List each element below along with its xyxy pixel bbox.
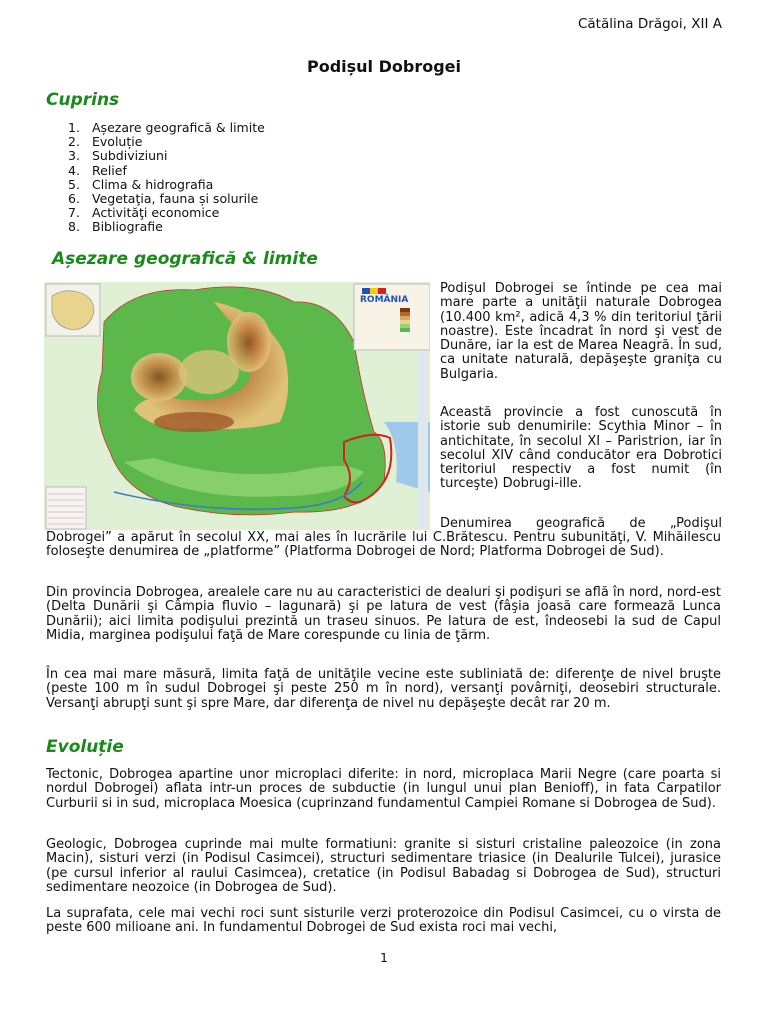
paragraph-tectonic: Tectonic, Dobrogea apartine unor microplaci diferite: in nord, microplaca Marii Negre (care poarta si nordul Dobrogei) aflata intr-un proces de subductie (in lungul unui plan Benioff), in fata Carpatilor Curburii si in sud, microplaca Moesica (cuprinzand fundamentul Campiei Romane si Dobrogea de Sud). [46, 767, 721, 811]
toc-item-label: Vegetaţia, fauna și solurile [92, 191, 259, 207]
section-heading-evolutie: Evoluție [46, 737, 124, 757]
toc-item [68, 192, 265, 206]
document-title: Podișul Dobrogei [306, 57, 462, 76]
toc-item-label: Așezare geografică & limite [92, 120, 265, 135]
toc-item-label: Subdiviziuni [92, 148, 168, 164]
toc-item [68, 121, 265, 135]
paragraph-geologic: Geologic, Dobrogea cuprinde mai multe formatiuni: granite si sisturi cristaline paleozoice (in zona Macin), sisturi verzi (in Podisul Casimcei), structuri sedimentare triasice (in Dealurile Tulcei), jurasice (pe cursul inferior al raului Casimcea), cretatice (in Podisul Babadag si Dobrogea de Sud), structuri sedimentare neozoice (in Dobrogea de Sud). [46, 837, 721, 895]
toc-item-label: Evoluție [92, 134, 143, 150]
paragraph-history: Această provincie a fost cunoscută în istorie sub denumirile: Scythia Minor – în antichitate, în secolul XI – Paristrion, iar în secolul XIV când conducător era Dobrotici teritoriul respectiv a fost numit (în turceşte) Dobrugi-ille. [440, 405, 722, 492]
paragraph-intro: Podişul Dobrogei se întinde pe cea mai mare parte a unităţii naturale Dobrogea (10.400 km², adică 4,3 % din teritoriul ţării noastre). Este încadrat în nord şi vest de Dunăre, iar la est de Marea Neagră. În sud, ca unitate naturală, depăşeşte graniţa cu Bulgaria. [440, 281, 722, 382]
toc-item-label: Activităţi economice [92, 205, 220, 221]
toc-item [68, 164, 265, 178]
romania-relief-map [44, 282, 430, 530]
map-graphic [44, 282, 430, 530]
toc-item-number: 7. [68, 205, 80, 221]
toc-item-number: 3. [68, 148, 80, 164]
paragraph-name-rest: Dobrogei” a apărut în secolul XX, mai ales în lucrările lui C.Brătescu. Pentru subunităţi, V. Mihăilescu foloseşte denumirea de „platforme” (Platforma Dobrogei de Nord; Platforma Dobrogei de Sud). [46, 530, 721, 560]
toc-item [68, 178, 265, 192]
toc-item [68, 135, 265, 149]
toc-item-label: Clima & hidrografia [92, 176, 214, 192]
toc-item [68, 149, 265, 163]
toc-item-number: 5. [68, 176, 80, 192]
toc-heading: Cuprins [46, 90, 120, 110]
paragraph-name-start: Denumirea geografică de „Podişul [440, 516, 722, 531]
toc-item-number: 6. [68, 191, 80, 207]
table-of-contents [68, 121, 265, 235]
toc-item-number: 1. [68, 120, 80, 135]
paragraph-levels: În cea mai mare măsură, limita faţă de unităţile vecine este subliniată de: diferenţe de nivel bruşte (peste 100 m în sudul Dobrogei şi peste 250 m în nord), versanţi povârniţi, deosebiri structurale. Versanţi abrupţi sunt şi spre Mare, dar diferenţa de nivel nu depăşeşte decât rar 20 m. [46, 667, 721, 711]
paragraph-limits: Din provincia Dobrogea, arealele care nu au caracteristici de dealuri şi podişuri se află în nord, nord-est (Delta Dunării şi Câmpia fluvio – lagunară) şi pe latura de vest (fâşia joasă care formează Lunca Dunării); aici limita podişului prezintă un traseu sinuos. Pe latura de est, îndeosebi la sud de Capul Midia, marginea podişului faţă de Mare corespunde cu linia de ţărm. [46, 585, 721, 643]
toc-item-number: 8. [68, 219, 80, 235]
toc-item [68, 220, 265, 234]
toc-item-label: Relief [92, 162, 127, 178]
toc-item [68, 206, 265, 220]
toc-item-number: 4. [68, 162, 80, 178]
toc-item-label: Bibliografie [92, 219, 163, 235]
page-number: 1 [380, 950, 388, 965]
toc-item-number: 2. [68, 134, 80, 150]
paragraph-surface: La suprafata, cele mai vechi roci sunt sisturile verzi proterozoice din Podisul Casimcei, cu o virsta de peste 600 milioane ani. In fundamentul Dobrogei de Sud exista roci mai vechi, [46, 906, 721, 936]
map-label: ROMÂNIA [360, 295, 409, 305]
author-name: Cătălina Drăgoi, XII A [577, 16, 722, 32]
section-heading-asezare: Așezare geografică & limite [52, 249, 318, 269]
